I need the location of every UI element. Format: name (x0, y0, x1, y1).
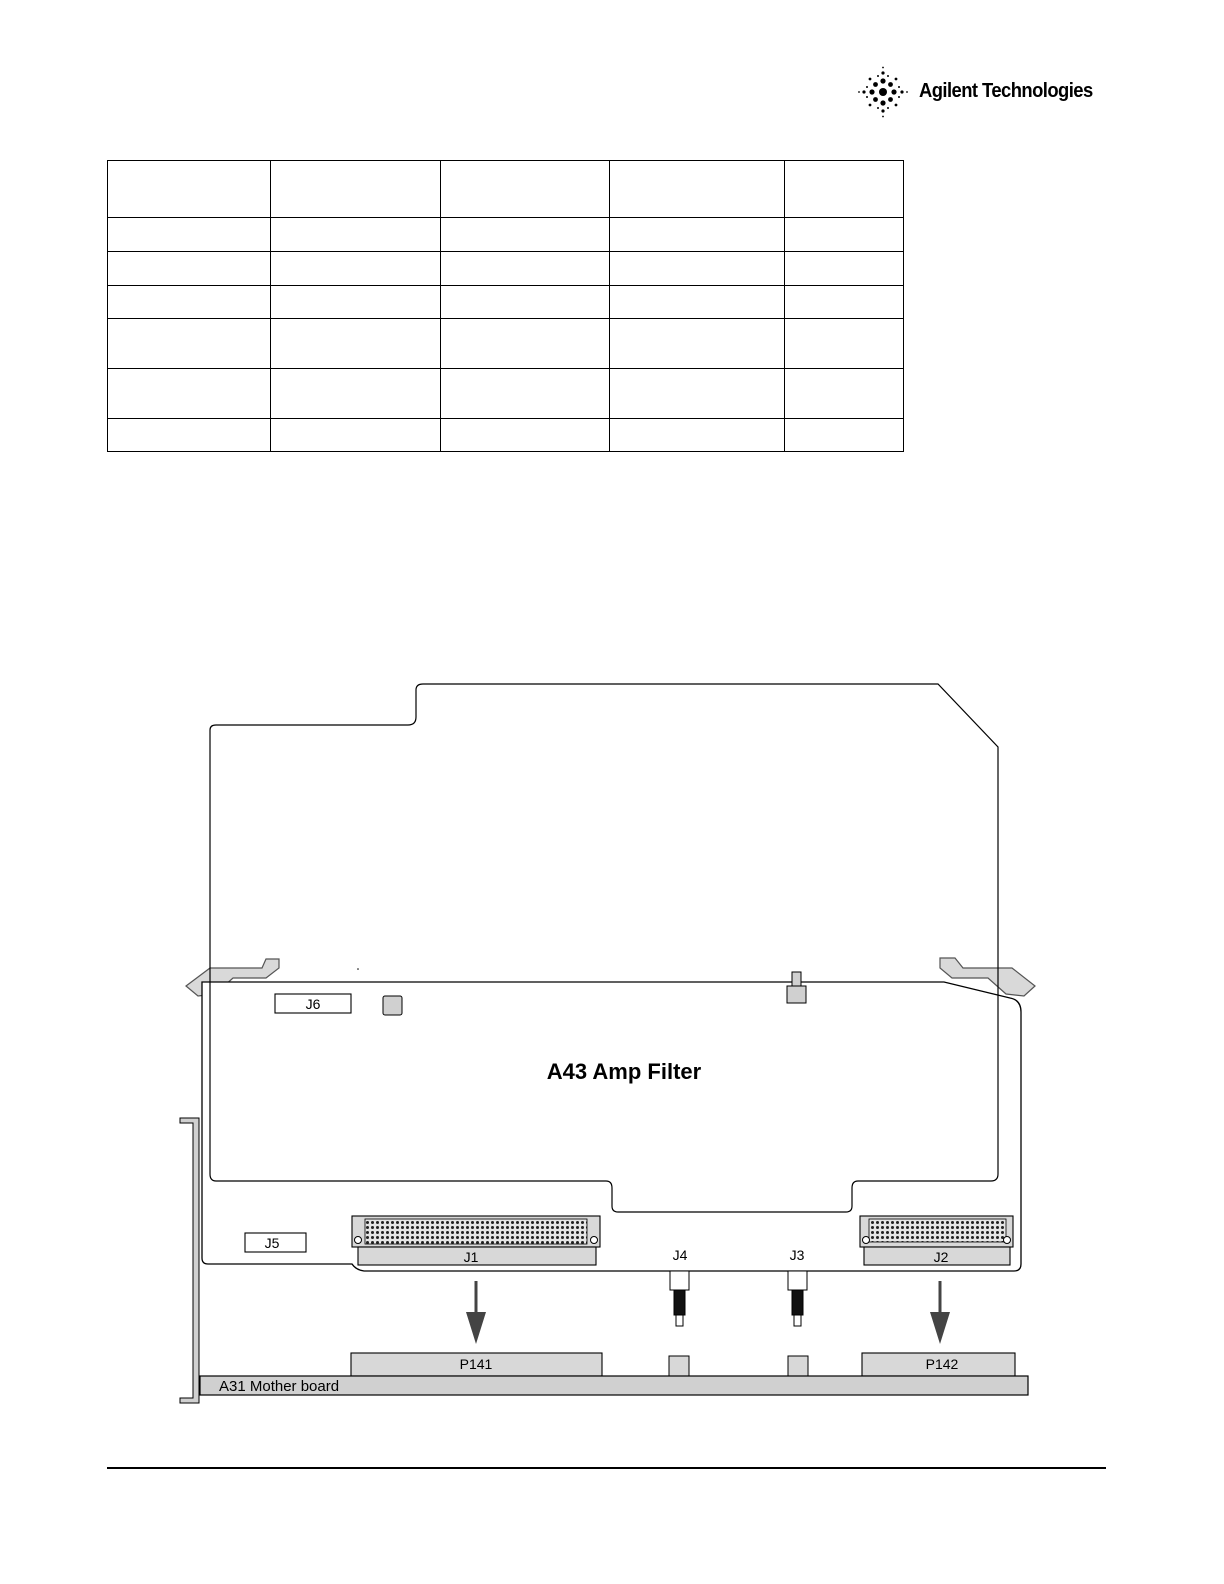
j5-label: J5 (264, 1235, 280, 1251)
arrow-down-icon (466, 1281, 486, 1344)
j6-label: J6 (305, 996, 321, 1012)
arrow-down-icon (930, 1281, 950, 1344)
motherboard-label: A31 Mother board (219, 1378, 340, 1395)
board-title: A43 Amp Filter (546, 1059, 702, 1084)
top-connector (787, 986, 806, 1003)
p142-label: P142 (925, 1356, 959, 1372)
motherboard-bracket (180, 1118, 199, 1403)
j3-label: J3 (789, 1247, 805, 1263)
j3-sma-connector (788, 1271, 807, 1326)
small-component (383, 996, 402, 1015)
j1-label: J1 (463, 1249, 479, 1265)
p141-label: P141 (459, 1356, 493, 1372)
logo-text: Agilent Technologies (919, 80, 1093, 102)
j4-label: J4 (672, 1247, 688, 1263)
j4-sma-connector (670, 1271, 689, 1326)
footer-rule (107, 1467, 1106, 1469)
j2-label: J2 (933, 1249, 949, 1265)
j4-mating-connector (669, 1356, 689, 1376)
top-connector-tab (792, 972, 801, 986)
j3-mating-connector (788, 1356, 808, 1376)
